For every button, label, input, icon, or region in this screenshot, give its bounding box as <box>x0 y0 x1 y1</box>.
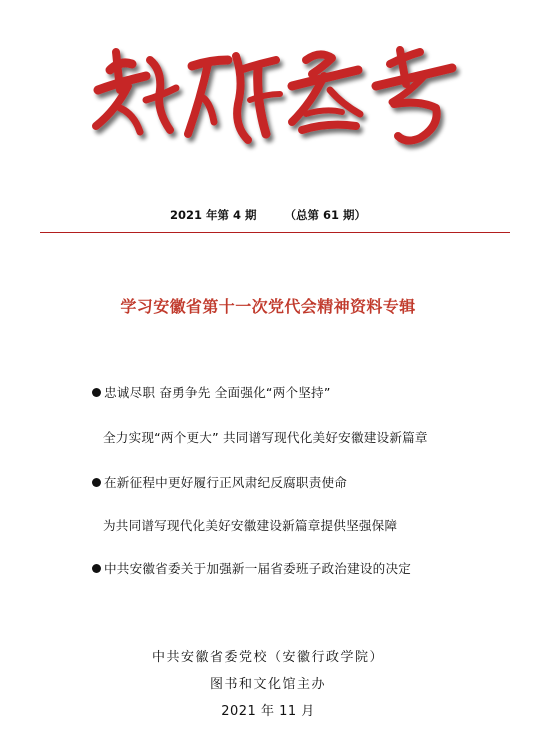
calligraphy-glyph-3 <box>292 54 360 130</box>
calligraphy-glyph-4 <box>376 50 452 141</box>
article-2-subtitle: 为共同谱写现代化美好安徽建设新篇章提供坚强保障 <box>103 518 398 533</box>
issue-info <box>0 207 536 223</box>
article-3-title <box>92 558 411 577</box>
article-2-title <box>92 472 347 491</box>
article-1-title <box>92 382 331 401</box>
publisher-name: 中共安徽省委党校（安徽行政学院） <box>151 650 384 665</box>
header-divider <box>40 232 510 233</box>
article-1-main: 忠诚尽职 奋勇争先 全面强化“两个坚持” <box>104 385 331 400</box>
issue-number: 2021 年第 4 期 <box>169 208 257 222</box>
calligraphy-glyph-1 <box>96 52 176 132</box>
masthead-logo <box>80 30 470 160</box>
special-issue-title: 学习安徽省第十一次党代会精神资料专辑 <box>120 297 416 316</box>
article-1-subtitle: 全力实现“两个更大” 共同谱写现代化美好安徽建设新篇章 <box>103 430 428 445</box>
article-list <box>0 372 536 592</box>
article-2-main: 在新征程中更好履行正风肃纪反腐职责使命 <box>104 475 348 490</box>
issue-total: （总第 61 期） <box>284 208 367 222</box>
publication-date: 2021 年 11 月 <box>221 704 315 719</box>
article-3-main: 中共安徽省委关于加强新一届省委班子政治建设的决定 <box>104 561 412 576</box>
bullet-icon <box>92 478 101 487</box>
bullet-icon <box>92 388 101 397</box>
calligraphy-glyph-2 <box>188 56 280 140</box>
calligraphy-title-logo <box>80 30 470 160</box>
bullet-icon <box>92 564 101 573</box>
publisher-department: 图书和文化馆主办 <box>209 677 326 692</box>
